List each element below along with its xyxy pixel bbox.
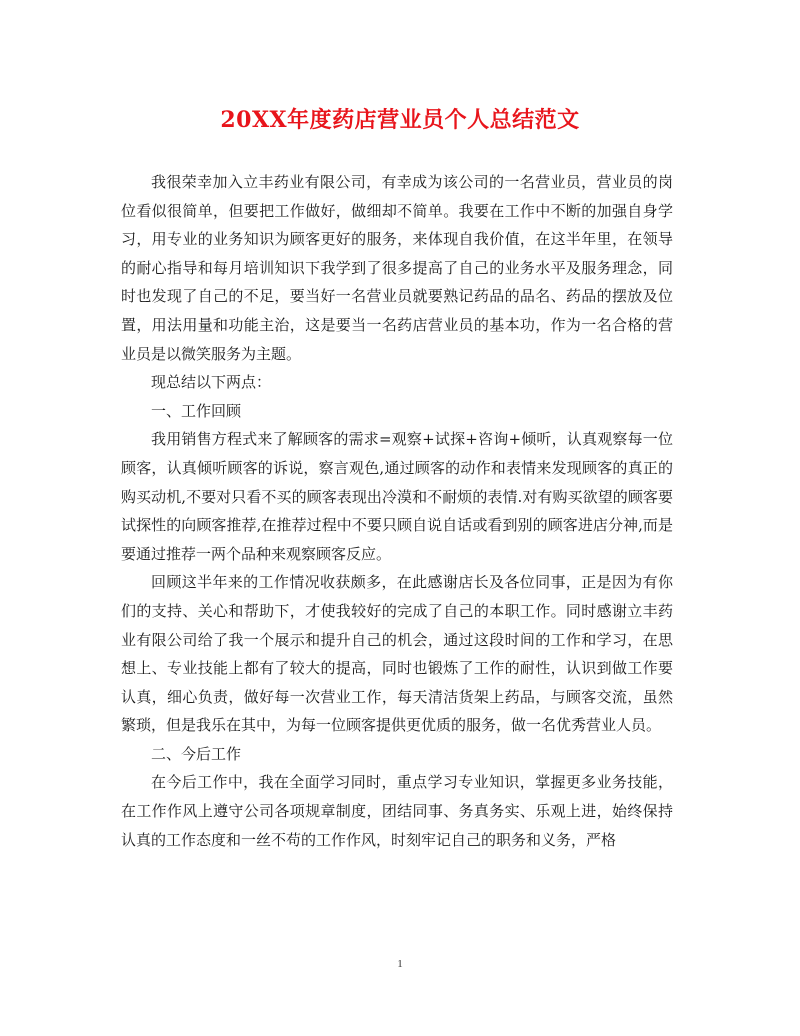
paragraph-sales-method: 我用销售方程式来了解顾客的需求=观察+试探+咨询+倾听，认真观察每一位顾客，认真倾听顾客的诉说，察言观色,通过顾客的动作和表情来发现顾客的真正的购买动机,不要对只看不买的顾客表现出冷漠和不耐烦的表情.对有购买欲望的顾客要试探性的向顾客推荐,在推荐过程中不要只顾自说自话或看到别的顾客进店分神,而是要通过推荐一两个品种来观察顾客反应。 <box>121 430 673 563</box>
section-heading-future: 二、今后工作 <box>151 744 242 763</box>
document-body <box>121 168 673 854</box>
page-number: 1 <box>397 958 403 970</box>
section-heading-review: 一、工作回顾 <box>151 401 242 420</box>
document-title: 20XX年度药店营业员个人总结范文 <box>220 107 580 133</box>
paragraph-review-thanks: 回顾这半年来的工作情况收获颇多，在此感谢店长及各位同事，正是因为有你们的支持、关心和帮助下，才使我较好的完成了自己的本职工作。同时感谢立丰药业有限公司给了我一个展示和提升自己的机会，通过这段时间的工作和学习，在思想上、专业技能上都有了较大的提高，同时也锻炼了工作的耐性，认识到做工作要认真，细心负责，做好每一次营业工作，每天清洁货架上药品，与顾客交流，虽然繁琐，但是我乐在其中，为每一位顾客提供更优质的服务，做一名优秀营业人员。 <box>121 573 673 735</box>
paragraph-intro: 我很荣幸加入立丰药业有限公司，有幸成为该公司的一名营业员，营业员的岗位看似很简单，但要把工作做好，做细却不简单。我要在工作中不断的加强自身学习，用专业的业务知识为顾客更好的服务，来体现自我价值，在这半年里，在领导的耐心指导和每月培训知识下我学到了很多提高了自己的业务水平及服务理念，同时也发现了自己的不足，要当好一名营业员就要熟记药品的品名、药品的摆放及位置，用法用量和功能主治，这是要当一名药店营业员的基本功，作为一名合格的营业员是以微笑服务为主题。 <box>121 173 673 363</box>
paragraph-summary-lead: 现总结以下两点： <box>151 373 272 392</box>
paragraph-future-work: 在今后工作中，我在全面学习同时，重点学习专业知识，掌握更多业务技能，在工作作风上遵守公司各项规章制度，团结同事、务真务实、乐观上进，始终保持认真的工作态度和一丝不苟的工作作风，时刻牢记自己的职务和义务，严格 <box>121 773 673 849</box>
